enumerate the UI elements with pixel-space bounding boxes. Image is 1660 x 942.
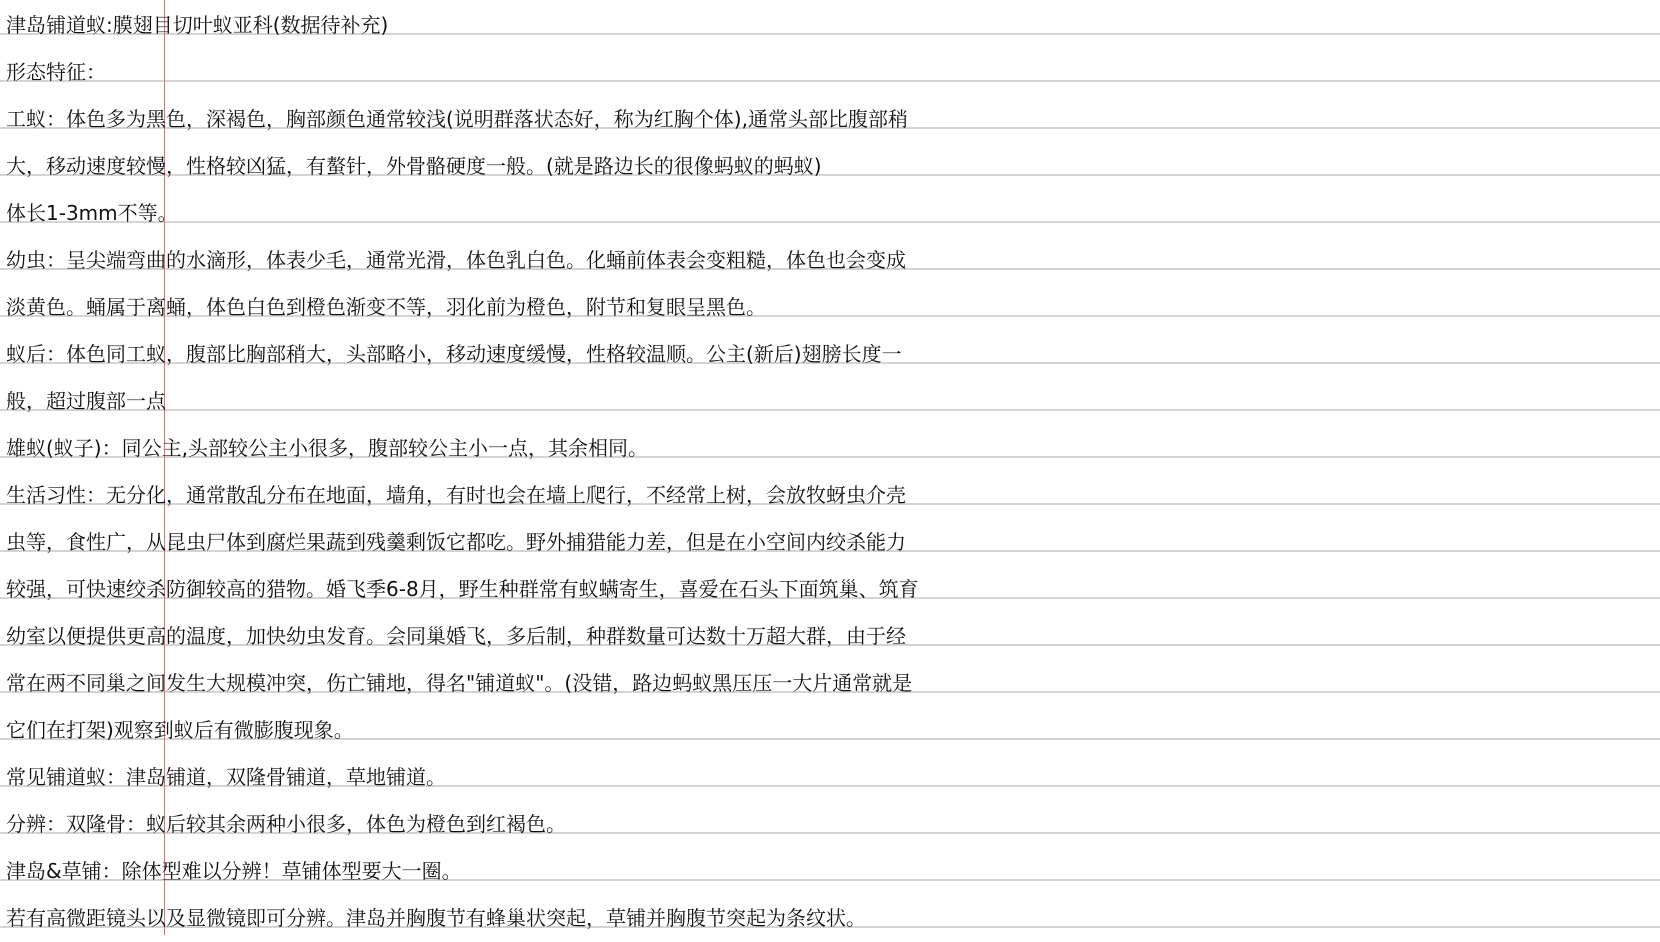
- note-title-line: 津岛铺道蚁:膜翅目切叶蚁亚科(数据待补充): [6, 13, 389, 37]
- note-line: 大，移动速度较慢，性格较凶猛，有螯针，外骨骼硬度一般。(就是路边长的很像蚂蚁的蚂蚁): [6, 154, 822, 178]
- note-line: 常在两不同巢之间发生大规模冲突，伤亡铺地，得名"铺道蚁"。(没错，路边蚂蚁黑压压一大片通常就是: [6, 671, 913, 695]
- note-line: 它们在打架)观察到蚁后有微膨腹现象。: [6, 718, 354, 742]
- note-line: 较强，可快速绞杀防御较高的猎物。婚飞季6-8月，野生种群常有蚁螨寄生，喜爱在石头下面筑巢、筑育: [6, 577, 919, 601]
- note-line: 生活习性：无分化，通常散乱分布在地面，墙角，有时也会在墙上爬行，不经常上树，会放牧蚜虫介壳: [6, 483, 906, 507]
- note-line: 若有高微距镜头以及显微镜即可分辨。津岛并胸腹节有蜂巢状突起，草铺并胸腹节突起为条纹状。: [6, 906, 866, 930]
- note-line: 淡黄色。蛹属于离蛹，体色白色到橙色渐变不等，羽化前为橙色，附节和复眼呈黑色。: [6, 295, 766, 319]
- note-line: 常见铺道蚁：津岛铺道，双隆骨铺道，草地铺道。: [6, 765, 446, 789]
- note-line: 体长1-3mm不等。: [6, 201, 178, 225]
- note-body: [6, 2, 1656, 942]
- note-line: 蚁后：体色同工蚁，腹部比胸部稍大，头部略小，移动速度缓慢，性格较温顺。公主(新后)翅膀长度一: [6, 342, 902, 366]
- note-line: 幼虫：呈尖端弯曲的水滴形，体表少毛，通常光滑，体色乳白色。化蛹前体表会变粗糙，体色也会变成: [6, 248, 906, 272]
- note-line: 分辨：双隆骨：蚁后较其余两种小很多，体色为橙色到红褐色。: [6, 812, 566, 836]
- note-line: 形态特征：: [6, 60, 106, 84]
- note-line: 雄蚁(蚁子)：同公主,头部较公主小很多，腹部较公主小一点，其余相同。: [6, 436, 648, 460]
- note-line: 幼室以便提供更高的温度，加快幼虫发育。会同巢婚飞，多后制，种群数量可达数十万超大群，由于经: [6, 624, 906, 648]
- note-line: 般，超过腹部一点: [6, 389, 166, 413]
- note-line: 工蚁：体色多为黑色，深褐色，胸部颜色通常较浅(说明群落状态好，称为红胸个体),通常头部比腹部稍: [6, 107, 908, 131]
- note-line: 津岛&草铺：除体型难以分辨！草铺体型要大一圈。: [6, 859, 462, 883]
- note-line: 虫等，食性广，从昆虫尸体到腐烂果蔬到残羹剩饭它都吃。野外捕猎能力差，但是在小空间内绞杀能力: [6, 530, 906, 554]
